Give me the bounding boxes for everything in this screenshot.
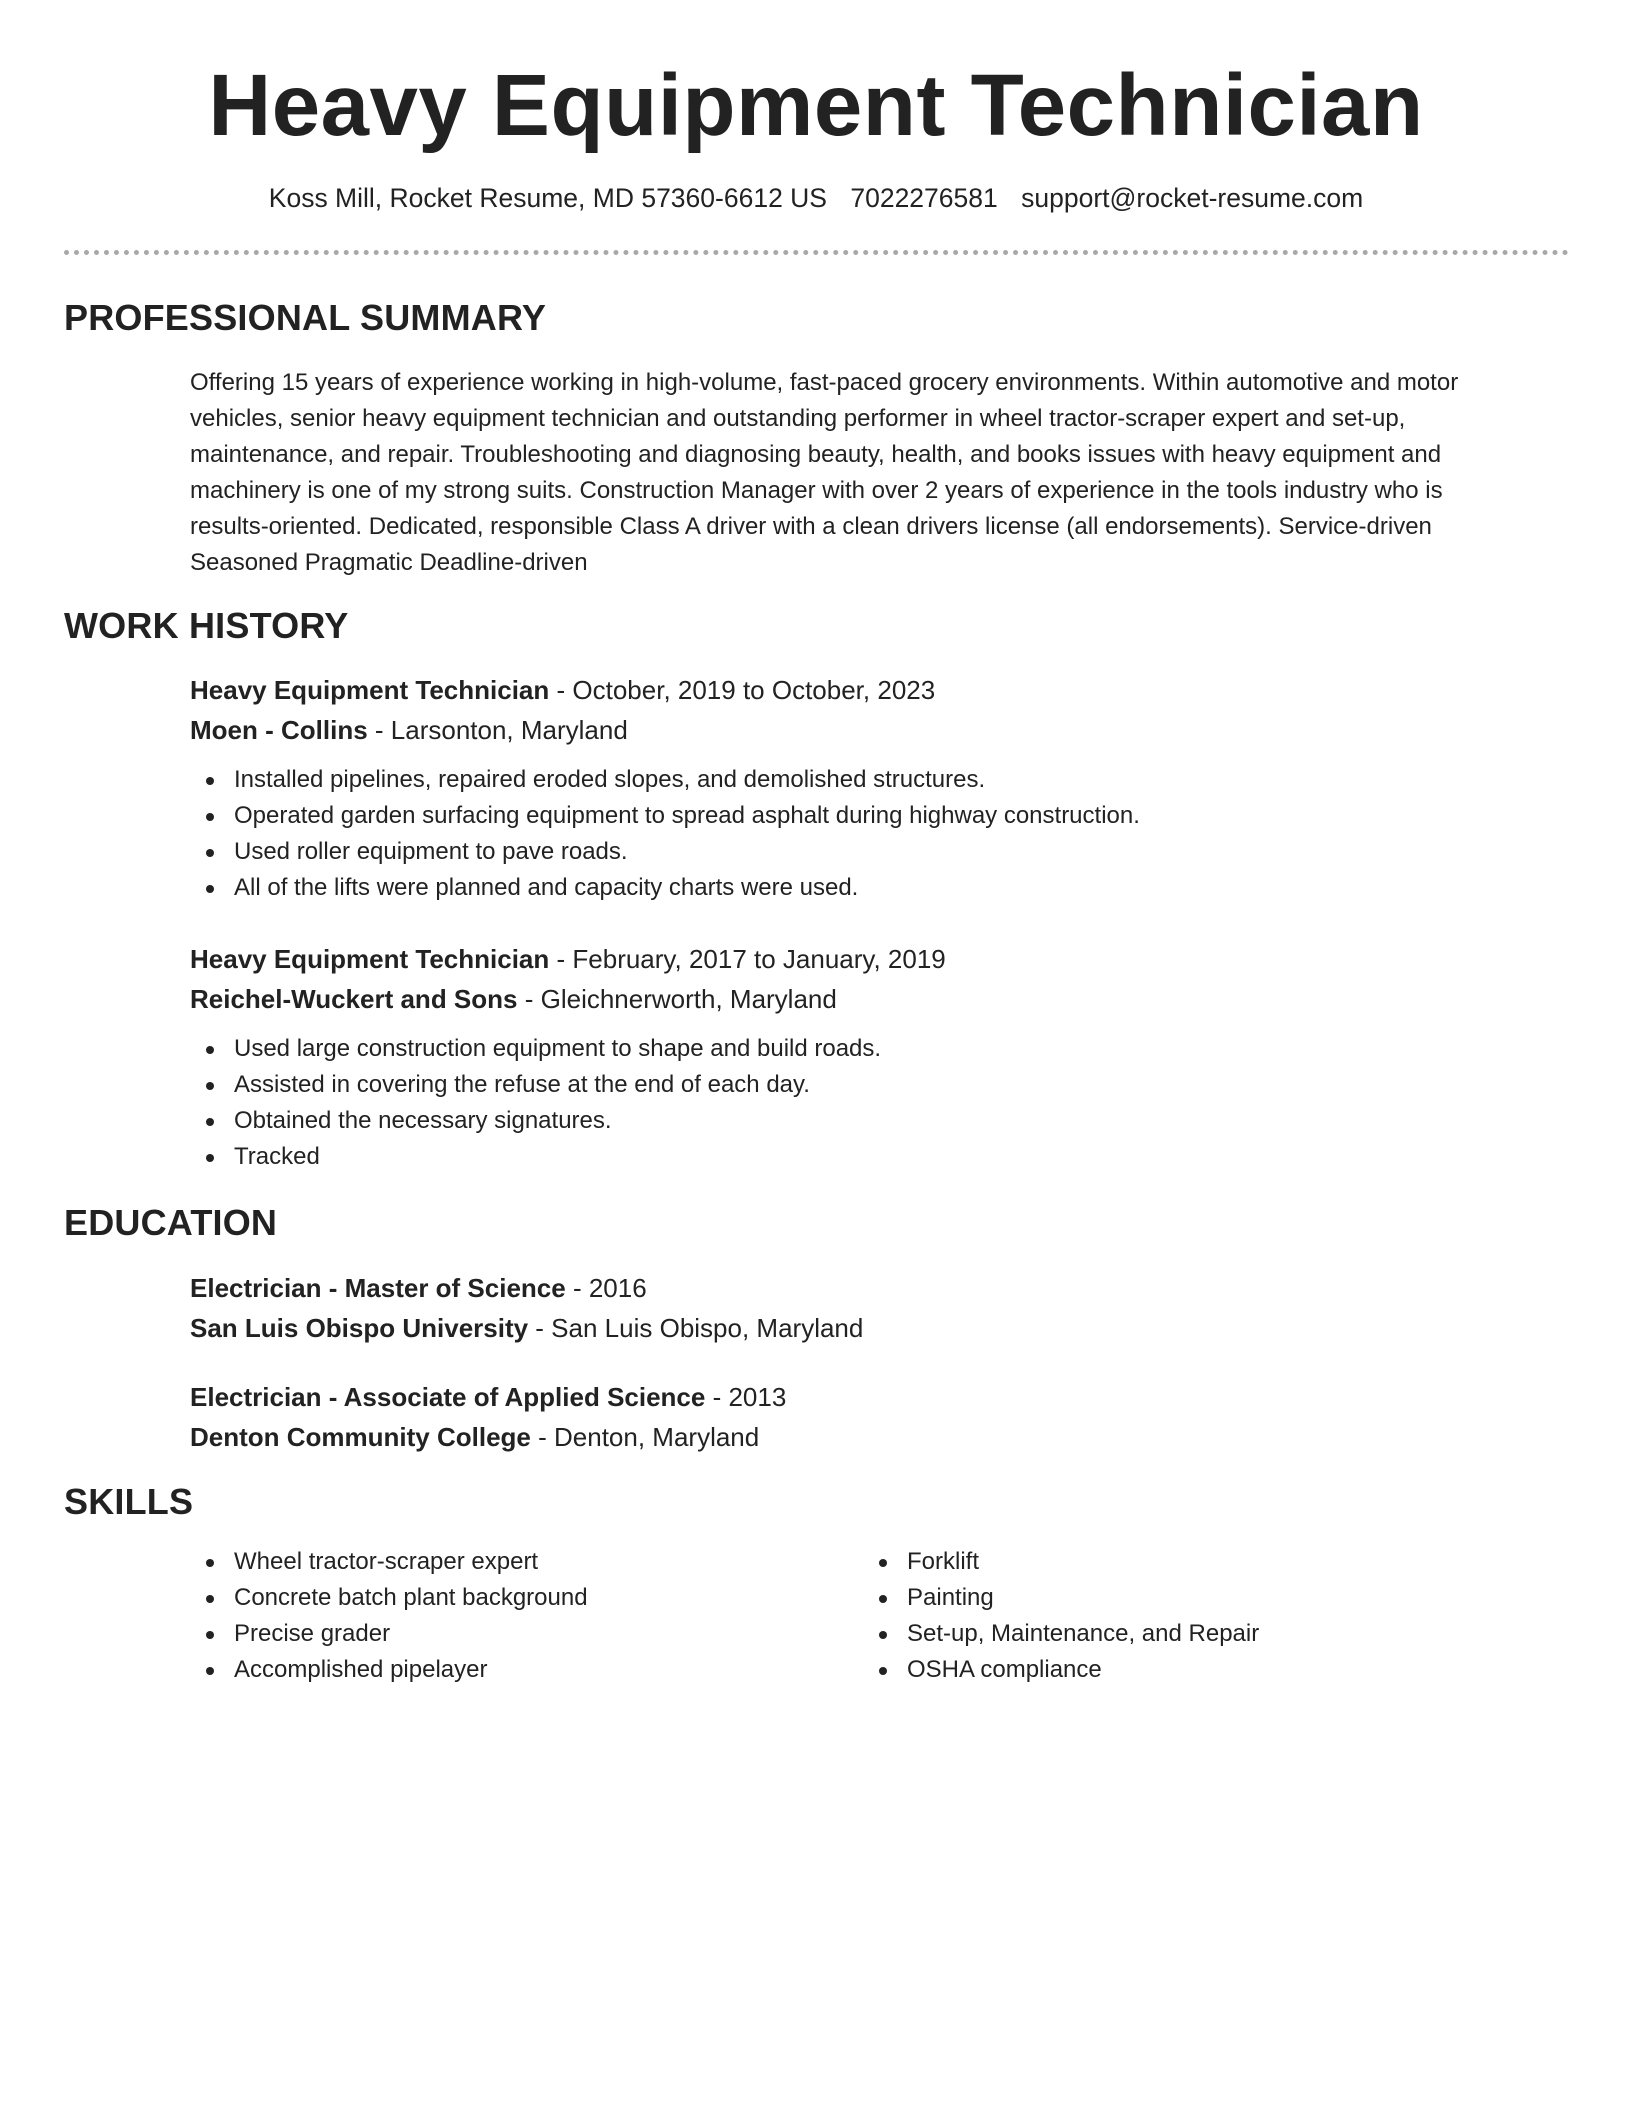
education-entry-1 (190, 1268, 1520, 1348)
list-item: Assisted in covering the refuse at the end of each day. (190, 1067, 1520, 1103)
education-school-line (190, 1308, 1520, 1348)
education-location: - Denton, Maryland (530, 1422, 760, 1452)
job-company: Moen - Collins (190, 715, 368, 745)
education-year: - 2016 (565, 1273, 647, 1303)
work-history-heading: WORK HISTORY (64, 605, 349, 646)
summary-text: Offering 15 years of experience working in high-volume, fast-paced grocery environments. Within automotive and motor vehicles, senior heavy equipment technician and outstanding performer in wheel tractor-scraper expert and set-up, maintenance, and repair. Troubleshooting and diagnosing beauty, health, and books issues with heavy equipment and machinery is one of my strong suits. Construction Manager with over 2 years of experience in the tools industry who is results-oriented. Dedicated, responsible Class A driver with a clean drivers license (all endorsements). Service-driven Seasoned Pragmatic Deadline-driven (190, 369, 1459, 576)
list-item: Concrete batch plant background (190, 1580, 850, 1616)
job-company-line (190, 979, 1520, 1019)
list-item: Tracked (190, 1139, 1520, 1175)
skills-right-column (863, 1544, 1523, 1688)
education-degree: Electrician - Master of Science (190, 1273, 566, 1303)
education-degree-line (190, 1268, 1520, 1308)
contact-line (0, 180, 1632, 216)
list-item: Set-up, Maintenance, and Repair (863, 1616, 1523, 1652)
list-item: Obtained the necessary signatures. (190, 1103, 1520, 1139)
job-title-line (190, 670, 1520, 710)
job-location: - Gleichnerworth, Maryland (517, 984, 837, 1014)
list-item: All of the lifts were planned and capacity charts were used. (190, 870, 1520, 906)
job-role: Heavy Equipment Technician (190, 944, 550, 974)
education-year: - 2013 (705, 1382, 787, 1412)
education-school-line (190, 1417, 1520, 1457)
education-degree: Electrician - Associate of Applied Science (190, 1382, 706, 1412)
job-dates: - February, 2017 to January, 2019 (549, 944, 946, 974)
education-heading: EDUCATION (64, 1202, 278, 1243)
job-entry-1 (190, 670, 1520, 906)
education-school: Denton Community College (190, 1422, 531, 1452)
list-item: OSHA compliance (863, 1652, 1523, 1688)
list-item: Installed pipelines, repaired eroded slopes, and demolished structures. (190, 762, 1520, 798)
list-item: Painting (863, 1580, 1523, 1616)
contact-address: Koss Mill, Rocket Resume, MD 57360-6612 US (268, 183, 827, 213)
job-company-line (190, 710, 1520, 750)
education-degree-line (190, 1377, 1520, 1417)
contact-email: support@rocket-resume.com (1021, 183, 1364, 213)
header-divider (64, 250, 1569, 255)
job-bullets (190, 1031, 1520, 1175)
job-entry-2 (190, 939, 1520, 1175)
list-item: Wheel tractor-scraper expert (190, 1544, 850, 1580)
list-item: Forklift (863, 1544, 1523, 1580)
job-role: Heavy Equipment Technician (190, 675, 550, 705)
job-company: Reichel-Wuckert and Sons (190, 984, 518, 1014)
list-item: Used large construction equipment to shape and build roads. (190, 1031, 1520, 1067)
list-item: Operated garden surfacing equipment to spread asphalt during highway construction. (190, 798, 1520, 834)
job-location: - Larsonton, Maryland (367, 715, 628, 745)
list-item: Precise grader (190, 1616, 850, 1652)
list-item: Accomplished pipelayer (190, 1652, 850, 1688)
job-title-line (190, 939, 1520, 979)
skills-heading: SKILLS (64, 1481, 194, 1522)
skills-list-right (863, 1544, 1523, 1688)
skills-list-left (190, 1544, 850, 1688)
contact-phone: 7022276581 (850, 183, 998, 213)
summary-heading: PROFESSIONAL SUMMARY (64, 297, 547, 338)
skills-left-column (190, 1544, 850, 1688)
education-school: San Luis Obispo University (190, 1313, 529, 1343)
job-bullets (190, 762, 1520, 906)
candidate-name: Heavy Equipment Technician (208, 57, 1424, 154)
list-item: Used roller equipment to pave roads. (190, 834, 1520, 870)
education-location: - San Luis Obispo, Maryland (528, 1313, 864, 1343)
education-entry-2 (190, 1377, 1520, 1457)
job-dates: - October, 2019 to October, 2023 (549, 675, 936, 705)
